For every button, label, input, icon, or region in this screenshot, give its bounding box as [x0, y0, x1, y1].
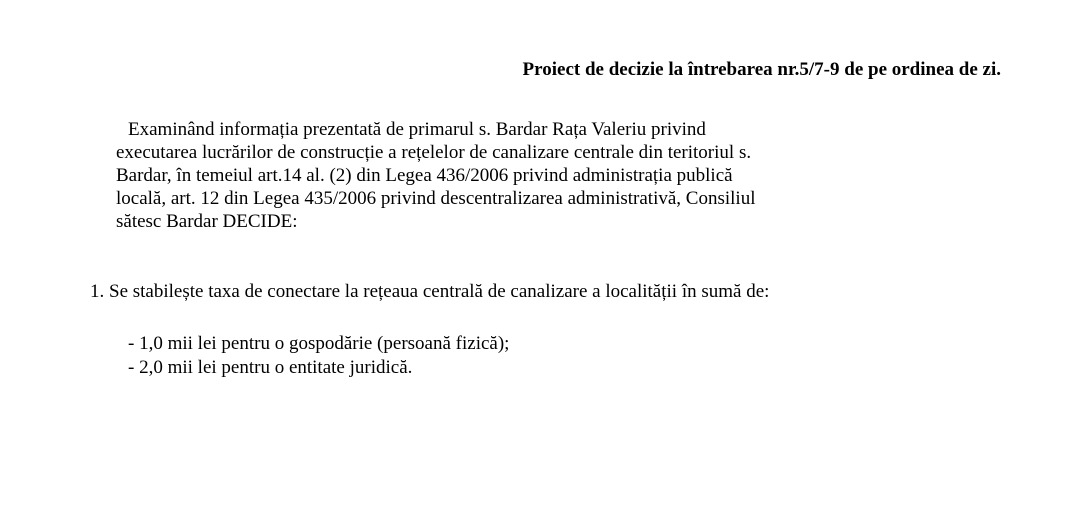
intro-line: locală, art. 12 din Legea 435/2006 privind descentralizarea administrativă, Consiliul [116, 188, 756, 209]
intro-line: executarea lucrărilor de construcție a rețelelor de canalizare centrale din teritoriul s. [116, 142, 752, 163]
document-title: Proiect de decizie la întrebarea nr.5/7-9 de pe ordinea de zi. [522, 59, 1001, 80]
intro-line: Examinând informația prezentată de primarul s. Bardar Rața Valeriu privind [128, 119, 706, 140]
fee-list-item: - 1,0 mii lei pentru o gospodărie (persoană fizică); [128, 333, 510, 354]
decision-item-1: 1. Se stabilește taxa de conectare la rețeaua centrală de canalizare a localității în sumă de: [90, 281, 770, 302]
intro-paragraph [116, 118, 916, 233]
fee-list [128, 332, 509, 380]
fee-list-item: - 2,0 mii lei pentru o entitate juridică. [128, 357, 413, 378]
intro-line: sătesc Bardar DECIDE: [116, 211, 298, 232]
intro-line: Bardar, în temeiul art.14 al. (2) din Legea 436/2006 privind administrația publică [116, 165, 733, 186]
